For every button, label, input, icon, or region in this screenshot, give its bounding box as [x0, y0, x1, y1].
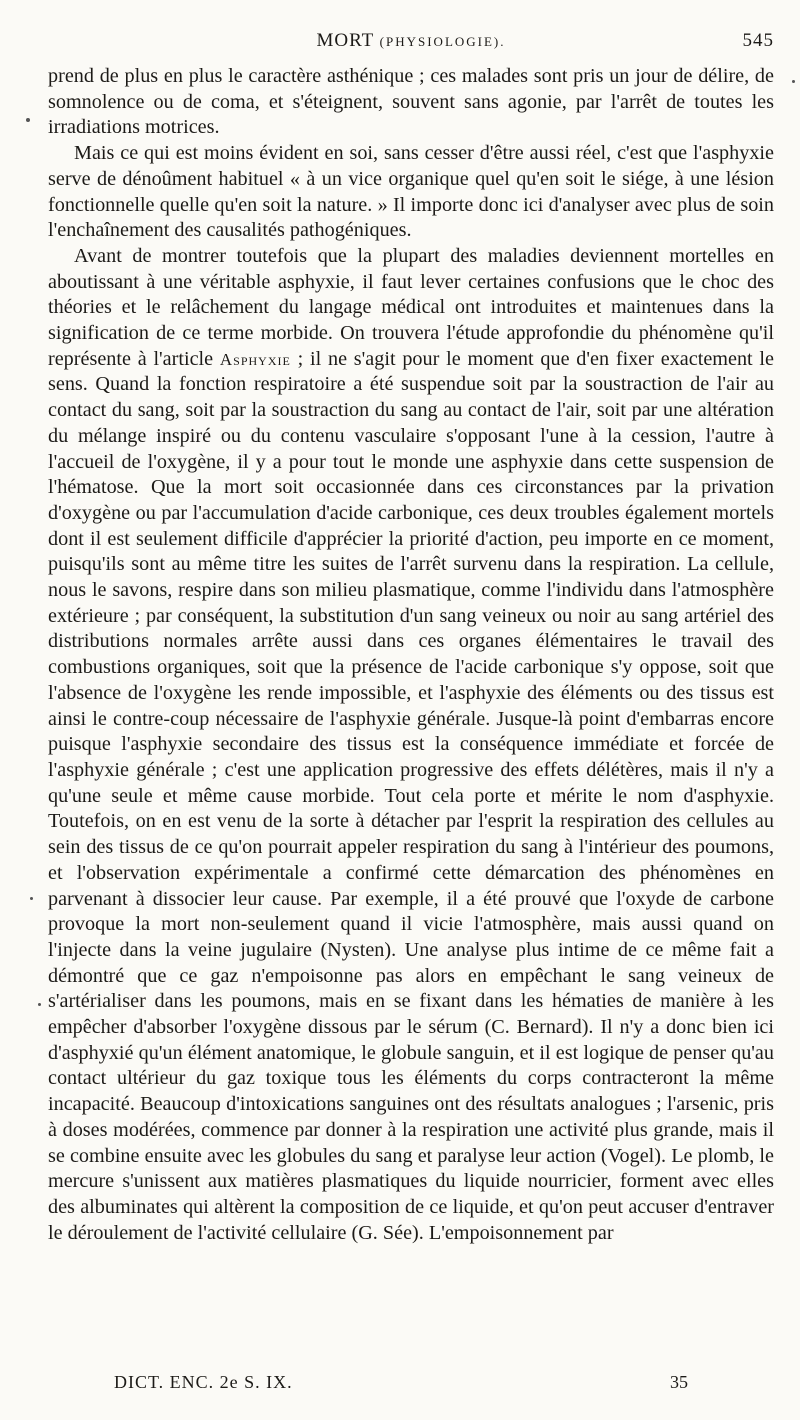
ink-speck: [792, 80, 795, 83]
paragraph-3-part-1: Avant de montrer toutefois que la plupart des maladies deviennent mortelles en aboutissant à une véritable asphyxie, il faut lever certaines confusions que le choc des théories et le relâchement du langage médical ont introduites et maintenues dans la signification de ce terme morbide. On trouvera l'étude approfondie du phénomène qu'il représente à l'article: [48, 244, 774, 370]
paragraph-3: [48, 244, 774, 1246]
paragraph-3-part-2: ; il ne s'agit pour le moment que d'en fixer exactement le sens. Quand la fonction respiratoire a été suspendue soit par la soustraction de l'air au contact du sang, soit par la soustraction du sang au contact de l'air, soit par une altération du mélange inspiré ou du contenu vasculaire s'opposant l'une à la cession, l'autre à l'accueil de l'oxygène, il y a pour tout le monde une asphyxie dans cette suspension de l'hématose. Que la mort soit occasionnée dans ces circonstances par la privation d'oxygène ou par l'accumulation d'acide carbonique, ces deux troubles également mortels dont il est seulement difficile d'apprécier la priorité d'action, peu importe en ce moment, puisqu'ils sont au même titre les suites de l'arrêt survenu dans la respiration. La cellule, nous le savons, respire dans son milieu plasmatique, comme l'individu dans l'atmosphère extérieure ; par conséquent, la substitution d'un sang veineux ou noir au sang artériel des distributions normales arrête aussi dans ces organes élémentaires le travail des combustions organiques, soit que la présence de l'acide carbonique s'y oppose, soit que l'absence de l'oxygène les rende impossible, et l'asphyxie des éléments ou des tissus est ainsi le contre-coup nécessaire de l'asphyxie générale. Jusque-là point d'embarras encore puisque l'asphyxie secondaire des tissus est la conséquence immédiate et forcée de l'asphyxie générale ; c'est une application progressive des effets délétères, mais il n'y a qu'une seule et même cause morbide. Tout cela porte et mérite le nom d'asphyxie. Toutefois, on en est venu de la sorte à détacher par l'esprit la respiration des cellules au sein des tissus de ce qu'on pourrait appeler respiration du sang à l'intérieur des poumons, et l'observation expérimentale a confirmé cette démarcation des phénomènes en parvenant à dissocier leur cause. Par exemple, il a été prouvé que l'oxyde de carbone provoque la mort non-seulement quand il vicie l'atmosphère, mais aussi quand on l'injecte dans la veine jugulaire (Nysten). Une analyse plus intime de ce même fait a démontré que ce gaz n'empoisonne pas alors en empêchant le sang veineux de s'artérialiser dans les poumons, mais en se fixant dans les hématies de manière à les empêcher d'absorber l'oxygène dissous par le sérum (C. Bernard). Il n'y a donc bien ici d'asphyxié qu'un élément anatomique, le globule sanguin, et il est logique de penser qu'au contact ultérieur du gaz toxique tous les éléments du corps contracteront la même incapacité. Beaucoup d'intoxications sanguines ont des résultats analogues ; l'arsenic, pris à doses modérées, commence par donner à la respiration une activité plus grande, mais il se combine ensuite avec les globules du sang et paralyse leur action (Vogel). Le plomb, le mercure s'unissent aux matières plasmatiques du liquide nourricier, forment avec elles des albuminates qui altèrent la composition de ce liquide, et qu'on peut accuser d'entraver le déroulement de l'activité cellulaire (G. Sée). L'empoisonnement par: [48, 347, 774, 1244]
cross-reference-term: Asphyxie: [219, 349, 291, 369]
ink-speck: [26, 118, 30, 122]
running-title-sub: (PHYSIOLOGIE).: [379, 34, 506, 49]
signature-number: 35: [670, 1372, 688, 1392]
signature-mark: DICT. ENC. 2e S. IX.: [114, 1372, 293, 1392]
body-text: [48, 64, 774, 1246]
paragraph-2: Mais ce qui est moins évident en soi, sans cesser d'être aussi réel, c'est que l'asphyxie serve de dénoûment habituel « à un vice organique quel qu'en soit le siége, à une lésion fonctionnelle quelle qu'en soit la nature. » Il importe donc ici d'analyser avec plus de soin l'enchaînement des causalités pathogéniques.: [48, 142, 774, 242]
running-title-main: MORT: [316, 30, 374, 51]
page-footer: [48, 1372, 774, 1402]
paragraph-1: prend de plus en plus le caractère asthénique ; ces malades sont pris un jour de délire, de somnolence ou de coma, et s'éteignent, souvent sans agonie, par l'arrêt de toutes les irradiations motrices.: [48, 65, 774, 139]
running-title: [48, 30, 774, 52]
page-number: 545: [742, 30, 774, 51]
ink-speck: [38, 1003, 41, 1006]
page-header: [48, 30, 774, 60]
ink-speck: [30, 897, 33, 900]
